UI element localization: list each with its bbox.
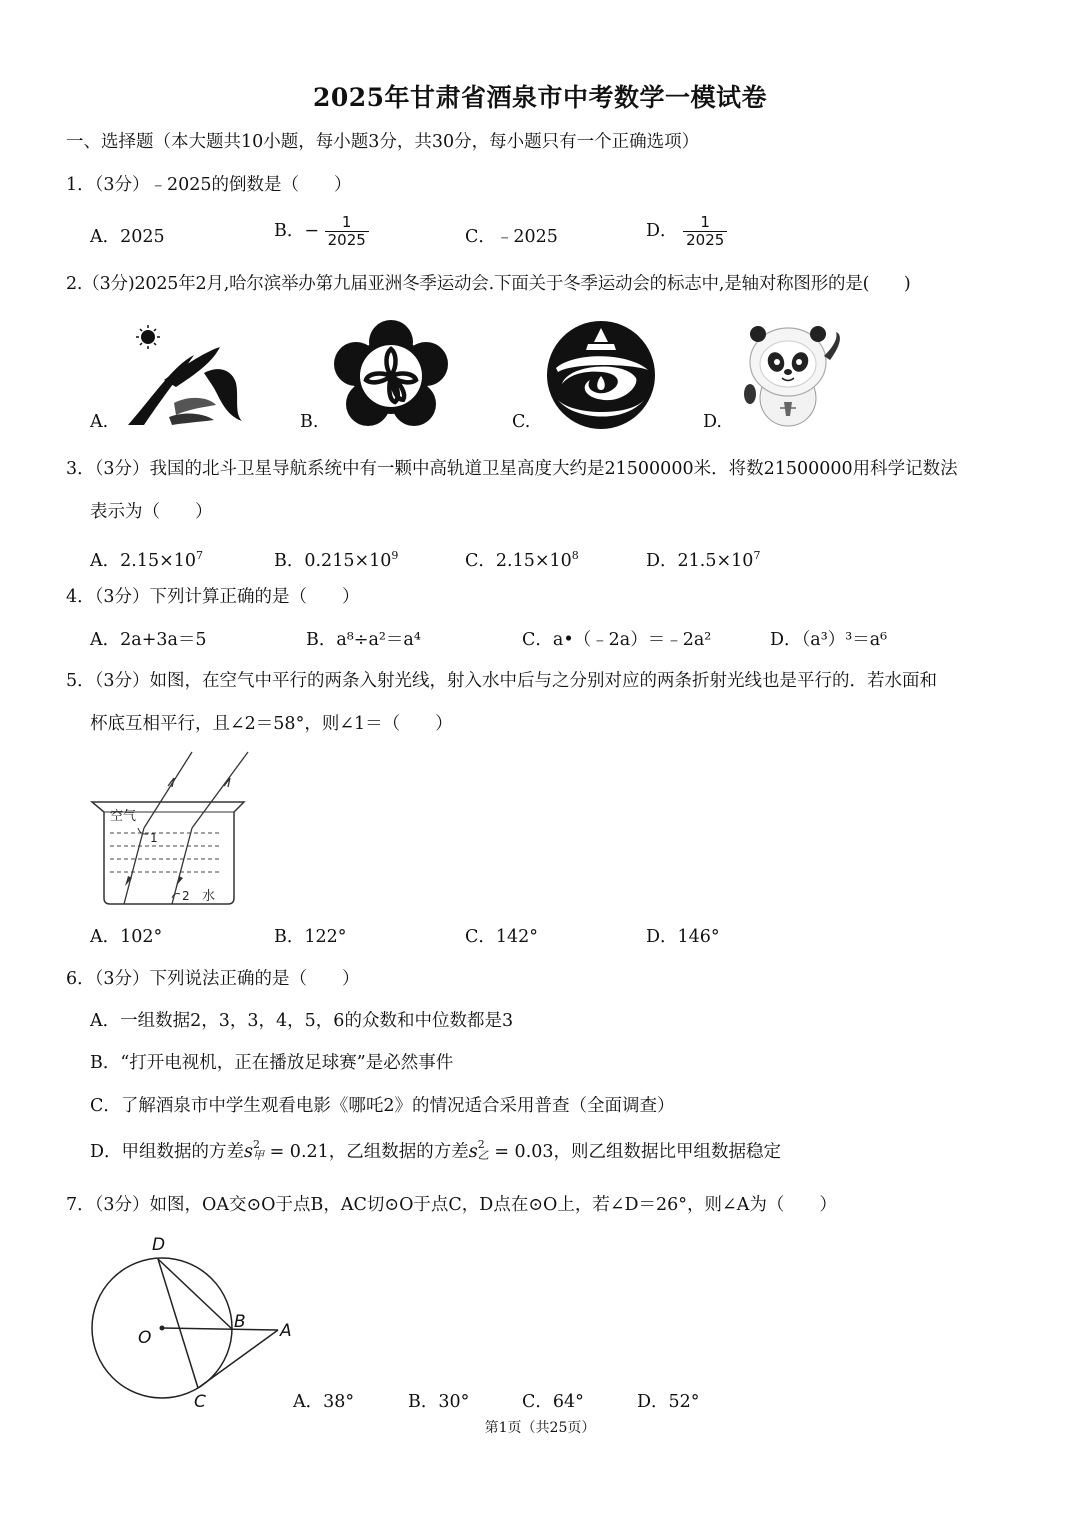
angle-1-label: 1	[150, 831, 158, 845]
q2-label-b: B.	[300, 412, 319, 432]
q5-option-c: C．142°	[465, 927, 539, 947]
q1-option-b-fraction	[325, 214, 369, 249]
angle-2-label: 2	[182, 889, 190, 903]
q3-option-b	[274, 544, 398, 573]
q3-b-base: B．0.215×10	[274, 550, 392, 571]
q7-option-b: B．30°	[408, 1392, 470, 1412]
flower-emblem-image	[334, 320, 448, 428]
question-4-stem: 4．（3分）下列计算正确的是（ ）	[66, 587, 360, 607]
q1-option-d-fraction	[683, 214, 727, 249]
question-5-stem-line1: 5．（3分）如图，在空气中平行的两条入射光线，射入水中后与之分别对应的两条折射光线也是平行的．若水面和	[66, 671, 938, 691]
q1-option-b-prefix: B．−	[274, 221, 320, 241]
section-heading: 一、选择题（本大题共10小题，每小题3分，共30分，每小题只有一个正确选项）	[66, 132, 700, 152]
q6-d-sub2: 乙	[477, 1148, 489, 1162]
q6-option-d	[90, 1137, 782, 1164]
q6-d-script2	[478, 1139, 489, 1161]
q3-a-base: A．2.15×10	[90, 550, 197, 571]
q1-option-c: C．﹣2025	[465, 227, 558, 247]
q6-option-c: C．了解酒泉市中学生观看电影《哪吒2》的情况适合采用普查（全面调查）	[90, 1096, 675, 1116]
q2-label-a: A.	[90, 412, 109, 432]
q3-d-base: D．21.5×10	[646, 550, 754, 571]
panda-mascot-image	[738, 320, 842, 428]
page-title: 2025年甘肃省酒泉市中考数学一模试卷	[312, 83, 768, 112]
point-b-label: B	[234, 1312, 246, 1332]
question-2-stem: 2.（3分)2025年2月,哈尔滨举办第九届亚洲冬季运动会.下面关于冬季运动会的标志中,是轴对称图形的是( )	[66, 274, 911, 294]
q6-d-script1	[253, 1139, 264, 1161]
q3-c-base: C．2.15×10	[465, 550, 572, 571]
point-d-label: D	[152, 1235, 166, 1255]
q1-d-denominator: 2025	[686, 231, 725, 249]
water-label: 水	[202, 889, 216, 904]
point-o-label: O	[138, 1328, 152, 1348]
question-3-stem-line1: 3．（3分）我国的北斗卫星导航系统中有一颗中高轨道卫星高度大约是21500000米．将数21500000用科学记数法	[66, 459, 958, 479]
q3-a-exponent: 7	[196, 549, 204, 562]
q4-option-a: A．2a+3a＝5	[90, 630, 207, 650]
q3-b-exponent: 9	[391, 549, 399, 562]
q3-option-c	[465, 544, 579, 573]
q5-option-b: B．122°	[274, 927, 347, 947]
q4-option-c: C．a•（﹣2a）＝﹣2a²	[522, 630, 712, 650]
point-c-label: C	[194, 1392, 206, 1412]
question-3-stem-line2: 表示为（ ）	[90, 502, 213, 522]
q1-option-d-prefix: D．	[646, 221, 678, 241]
q6-d-sub1: 甲	[253, 1148, 265, 1162]
q5-option-a: A．102°	[90, 927, 163, 947]
q2-label-d: D.	[703, 412, 722, 432]
q2-label-c: C.	[512, 412, 531, 432]
q6-option-b: B．“打开电视机，正在播放足球赛”是必然事件	[90, 1053, 454, 1073]
q1-d-numerator: 1	[683, 214, 727, 232]
page-footer: 第1页（共25页）	[484, 1420, 596, 1436]
q1-option-b	[274, 214, 369, 249]
q6-d-val1: = 0.21，乙组数据的方差	[264, 1142, 469, 1162]
q6-d-sup1: 2	[253, 1137, 261, 1151]
q7-option-a: A．38°	[293, 1392, 355, 1412]
question-7-stem: 7．（3分）如图，OA交⊙O于点B，AC切⊙O于点C，D点在⊙O上，若∠D＝26°，则∠A为（ ）	[66, 1195, 837, 1215]
q3-option-d	[646, 544, 760, 573]
q6-d-val2: = 0.03，则乙组数据比甲组数据稳定	[488, 1142, 782, 1162]
air-label: 空气	[110, 809, 137, 824]
question-6-stem: 6．（3分）下列说法正确的是（ ）	[66, 969, 360, 989]
q6-d-s2: s	[468, 1142, 478, 1162]
point-a-label: A	[280, 1321, 292, 1341]
q3-c-exponent: 8	[571, 549, 579, 562]
q6-d-s1: s	[244, 1142, 254, 1162]
wave-emblem-image	[544, 320, 658, 430]
q6-d-text1: D．甲组数据的方差	[90, 1142, 245, 1162]
q1-option-a: A．2025	[90, 227, 165, 247]
q3-d-exponent: 7	[753, 549, 761, 562]
skater-emblem-image	[124, 325, 244, 429]
q1-option-d	[646, 214, 727, 249]
q1-b-denominator: 2025	[327, 231, 366, 249]
q3-option-a	[90, 544, 203, 573]
q4-option-b: B．a⁸÷a²＝a⁴	[306, 630, 421, 650]
q7-option-d: D．52°	[637, 1392, 700, 1412]
q7-option-c: C．64°	[522, 1392, 584, 1412]
circle-tangent-figure	[84, 1232, 306, 1412]
question-5-stem-line2: 杯底互相平行，且∠2＝58°，则∠1＝（ ）	[90, 714, 453, 734]
q6-d-sup2: 2	[477, 1137, 485, 1151]
q5-option-d: D．146°	[646, 927, 720, 947]
q6-option-a: A．一组数据2，3，3，4，5，6的众数和中位数都是3	[90, 1011, 514, 1031]
light-refraction-figure	[88, 748, 252, 912]
q1-b-numerator: 1	[325, 214, 369, 232]
question-1-stem: 1．（3分）﹣2025的倒数是（ ）	[66, 175, 352, 195]
q4-option-d: D．（a³）³＝a⁶	[770, 630, 888, 650]
